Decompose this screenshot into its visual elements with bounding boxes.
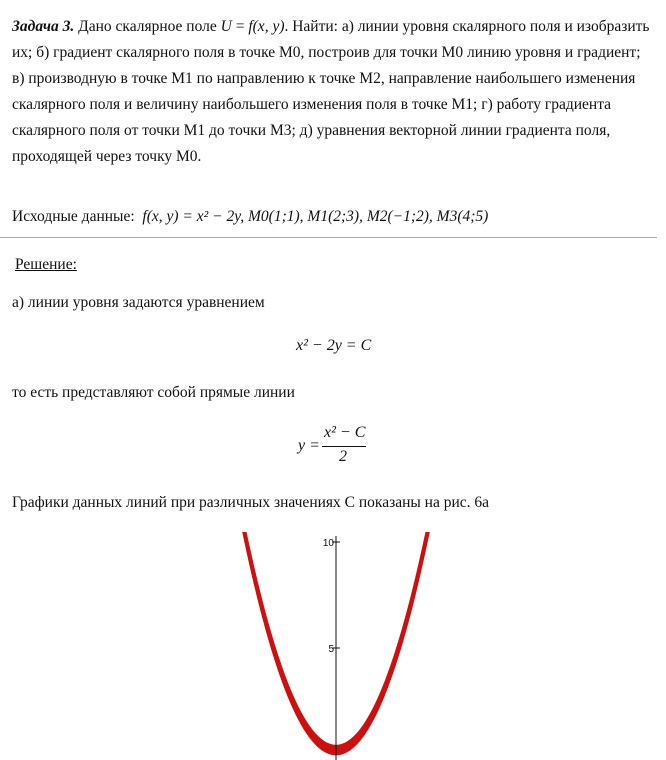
point-m2: M2(−1;2), xyxy=(366,208,433,225)
y-equation-lhs: y = xyxy=(298,437,320,454)
given-label: Исходные данные: xyxy=(12,208,135,225)
section-divider xyxy=(0,237,657,238)
task-label: Задача 3. xyxy=(12,18,75,35)
point-m3: M3(4;5) xyxy=(436,208,489,225)
part-a-text: а) линии уровня задаются уравнением xyxy=(12,294,265,311)
y-equation-numerator: x² − C xyxy=(324,424,366,441)
fraction-bar xyxy=(322,446,366,447)
level-line-equation: x² − 2y = C xyxy=(296,337,372,354)
task-text: . Найти: а) линии уровня скалярного поля и изобразить их; б) градиент скалярного поля в точке M0, построив для точки M0 линию уровня и градиент; в) производную в точке M1 по направлению к точке M2, направление наибольшего изменения скалярного поля и величину наибольшего изменения поля в точке M1; г) работу градиента скалярного поля от точки M1 до точки M3; д) уравнения векторной линии градиента поля, проходящей через точку M0. xyxy=(12,18,650,165)
task-statement: Задача 3. Дано скалярное поле U = f(x, y). Найти: а) линии уровня скалярного поля и изобразить их; б) градиент скалярного поля в точке M0, построив для точки M0 линию уровня и градиент; в) производную в точке M1 по направлению к точке M2, направление наибольшего изменения скалярного поля и величину наибольшего изменения поля в точке M1; г) работу градиента скалярного поля от точки M1 до точки M3; д) уравнения векторной линии градиента поля, проходящей через точку M0. xyxy=(12,18,650,165)
y-equation-denominator: 2 xyxy=(339,448,347,465)
y-tick-label-10: 10 xyxy=(322,538,334,549)
y-tick-label-5: 5 xyxy=(328,644,334,655)
level-lines-chart xyxy=(200,532,460,760)
task-intro: Дано скалярное поле xyxy=(78,18,217,35)
lines-text: то есть представляют собой прямые линии xyxy=(12,384,295,401)
given-data xyxy=(12,204,488,230)
point-m1: M1(2;3), xyxy=(307,208,363,225)
solution-heading: Решение: xyxy=(15,256,77,273)
given-function: f(x, y) = x² − 2y, xyxy=(142,208,245,225)
point-m0: M0(1;1), xyxy=(248,208,304,225)
graph-text: Графики данных линий при различных значениях С показаны на рис. 6а xyxy=(12,494,490,511)
field-rhs: f(x, y) xyxy=(248,18,285,35)
field-lhs: U xyxy=(220,18,232,35)
chart-axis xyxy=(323,536,340,760)
